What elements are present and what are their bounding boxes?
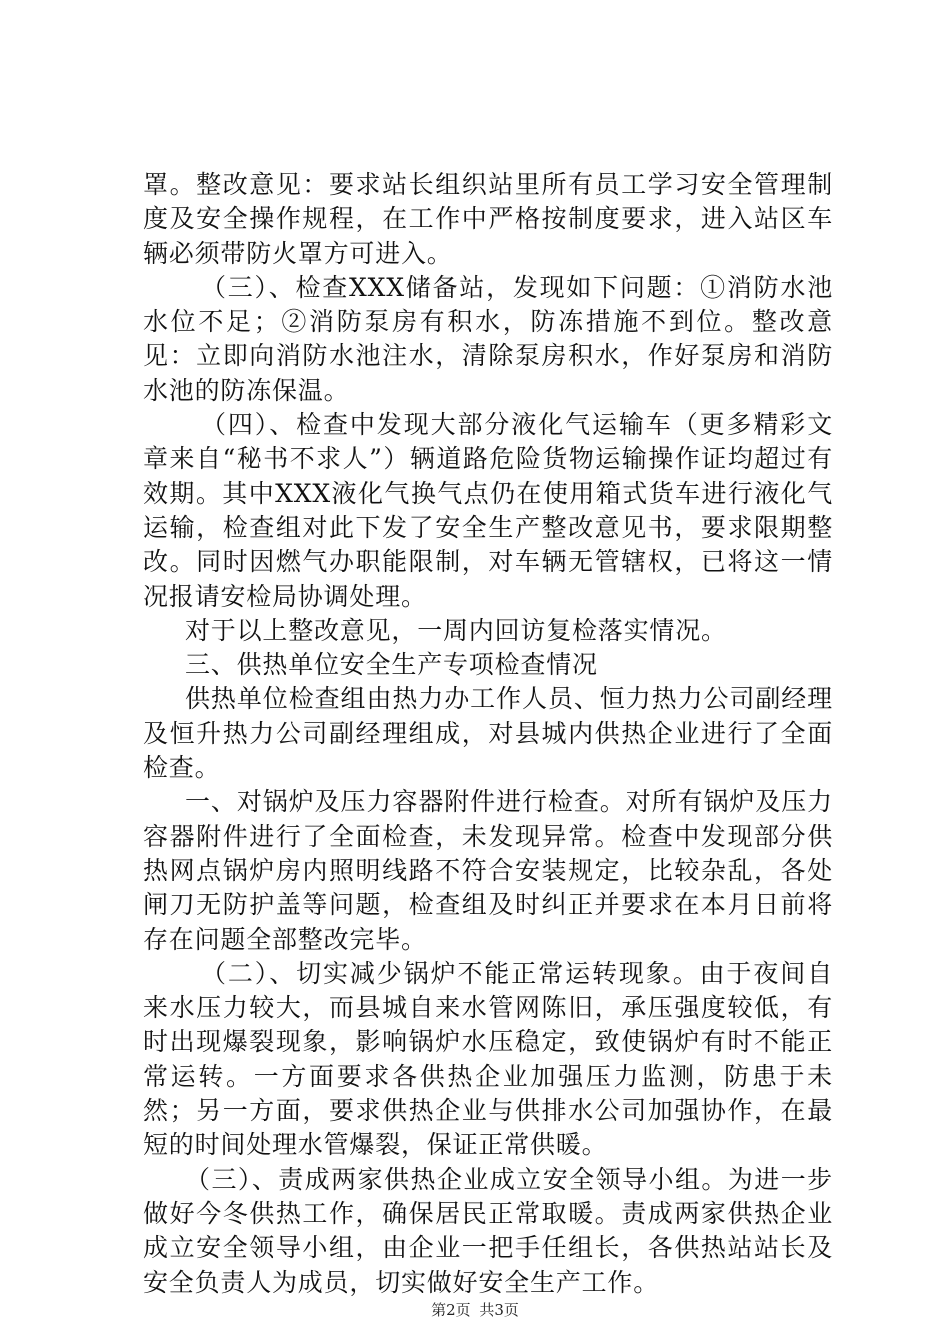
paragraph-follow-up: 对于以上整改意见，一周内回访复检落实情况。 [185, 615, 727, 645]
paragraph-item-4-lpg-vehicles: （四）、检查中发现大部分液化气运输车（更多精彩文章来自“秘书不求人”）辆道路危险货物运输操作证均超过有效期。其中XXX液化气换气点仍在使用箱式货车进行液化气运输，检查组对此下发了安全生产整改意见书，要求限期整改。同时因燃气办职能限制，对车辆无管辖权，已将这一情况报请安检局协调处理。 [143, 410, 833, 611]
paragraph-item-3-safety-group: （三）、责成两家供热企业成立安全领导小组。为进一步做好今冬供热工作，确保居民正常取暖。责成两家供热企业成立安全领导小组，由企业一把手任组长，各供热站站长及安全负责人为成员，切实做好安全生产工作。 [143, 1164, 833, 1297]
paragraph-item-2-boiler-operation: （二）、切实减少锅炉不能正常运转现象。由于夜间自来水压力较大，而县城自来水管网陈旧，承压强度较低，有时出现爆裂现象，影响锅炉水压稳定，致使锅炉有时不能正常运转。一方面要求各供热企业加强压力监测，防患于未然；另一方面，要求供热企业与供排水公司加强协作，在最短的时间处理水管爆裂，保证正常供暖。 [143, 958, 833, 1160]
page-number: 第2页 [431, 1301, 471, 1319]
paragraph-heating-team: 供热单位检查组由热力办工作人员、恒力热力公司副经理及恒升热力公司副经理组成，对县城内供热企业进行了全面检查。 [143, 684, 833, 783]
document-body [143, 168, 833, 1300]
page-total: 共3页 [479, 1301, 519, 1319]
page-footer [0, 1300, 950, 1320]
paragraph-continuation: 罩。整改意见：要求站长组织站里所有员工学习安全管理制度及安全操作规程，在工作中严格按制度要求，进入站区车辆必须带防火罩方可进入。 [143, 170, 833, 268]
paragraph-item-1-boilers: 一、对锅炉及压力容器附件进行检查。对所有锅炉及压力容器附件进行了全面检查，未发现异常。检查中发现部分供热网点锅炉房内照明线路不符合安装规定，比较杂乱，各处闸刀无防护盖等问题，检查组及时纠正并要求在本月日前将存在问题全部整改完毕。 [143, 787, 833, 954]
paragraph-item-3-storage-station: （三）、检查XXX储备站，发现如下问题：①消防水池水位不足；②消防泵房有积水，防冻措施不到位。整改意见：立即向消防水池注水，清除泵房积水，作好泵房和消防水池的防冻保温。 [143, 272, 833, 405]
section-heading-heating: 三、供热单位安全生产专项检查情况 [185, 650, 598, 680]
